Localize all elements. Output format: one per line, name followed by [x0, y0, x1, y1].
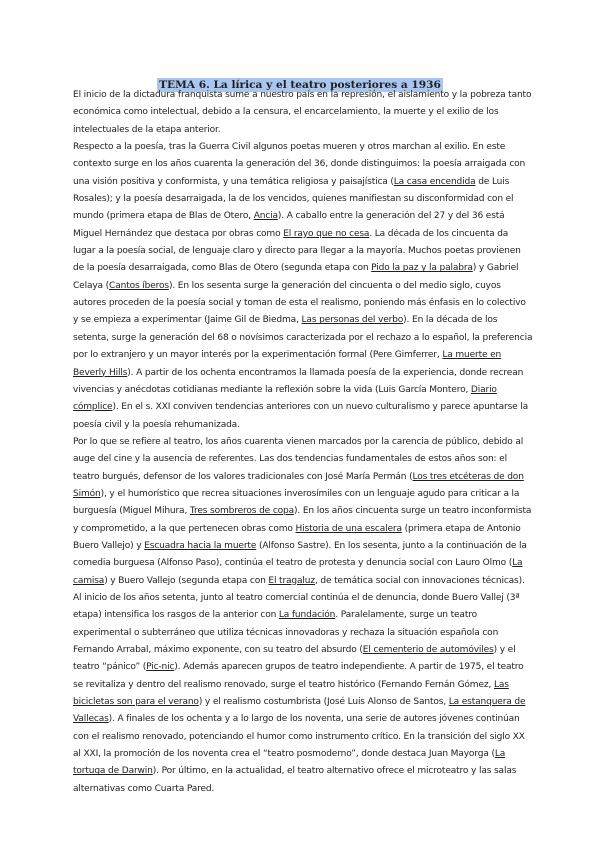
paragraph [73, 87, 533, 139]
work-title: Los tres etcéteras de don Simón [73, 471, 524, 499]
text-run: , de temática social con innovaciones técnicas). Al inicio de los años setenta, junto al teatro comercial continúa el de denuncia, donde Buero Vallej (3ª etapa) intensifica los rasgos de la anterior con [73, 575, 525, 621]
work-title: Diario cómplice [73, 384, 497, 413]
work-title: Cantos íberos [109, 280, 169, 291]
text-run: ). En la década de los setenta, surge la generación del 68 o novísimos caracterizada por el rechazo a lo español, la preferencia por lo extranjero y un mayor interés por la experimentación formal (Pere Gimferrer, [73, 315, 533, 361]
text-run: . Paralelamente, surge un teatro experimental o subterráneo que utiliza técnicas innovadoras y rechaza la situación española con Fernando Arrabal, máximo exponente, con su teatro del absurdo ( [73, 610, 499, 655]
work-title: Pic-nic [146, 662, 175, 673]
work-title: La muerte en Beverly Hills [73, 350, 502, 378]
text-run: ). A partir de los ochenta encontramos la llamada poesía de la experiencia, donde recrean vivencias y anécdotas cotidianas mediante la reflexión sobre la vida (Luis García Montero, [73, 367, 524, 395]
text-run: ) y el realismo costumbrista (José Luis Alonso de Santos, [198, 697, 449, 708]
text-run: (Alfonso Sastre). En los sesenta, junto a la continuación de la comedia burguesa (Alfonso Paso), continúa el teatro de protesta y denuncia social con Lauro Olmo ( [73, 540, 527, 569]
work-title: Escuadra hacia la muerte [144, 540, 257, 551]
work-title: El cementerio de automóviles [362, 645, 494, 655]
work-title: El rayo que no cesa [283, 228, 370, 239]
text-run: ). Por último, en la actualidad, el teatro alternativo ofrece el microteatro y las salas alternativas como Cuarta Pared. [73, 766, 517, 794]
text-run: ) y Gabriel Celaya ( [73, 263, 519, 291]
text-run: . La década de los cincuenta da lugar a la poesía social, de lenguaje claro y directo para llegar a la mayoría. Muchos poetas provienen de la poesía desarraigada, como Blas de Otero (segunda etapa con [73, 228, 521, 274]
text-run: El inicio de la dictadura franquista sume a nuestro país en la represión, el aislamiento y la pobreza tanto económica como intelectual, debido a la censura, el encarcelamiento, la muerte y el exilio de los intelectuales de la etapa anterior. [73, 90, 532, 135]
text-run: (primera etapa de Antonio Buero Vallejo) y [73, 523, 521, 551]
work-title: El tragaluz [268, 575, 315, 586]
paragraph [73, 139, 533, 434]
work-title: Pido la paz y la palabra [371, 263, 473, 274]
text-run: ). En el s. XXI conviven tendencias anteriores con un nuevo culturalismo y parece apuntarse la poesía civil y la poesía rehumanizada. [73, 402, 529, 430]
paragraph [73, 434, 533, 798]
work-title: Historia de una escalera [295, 523, 402, 534]
document-title: TEMA 6. La lírica y el teatro posteriores a 1936 [159, 79, 441, 91]
text-run: de Luis Rosales); y la poesía desarraigada, la de los vencidos, quienes manifiestan su disconformidad con el mundo (primera etapa de Blas de Otero, [73, 176, 514, 222]
work-title: La tortuga de Darwin [73, 749, 506, 777]
text-run: Respecto a la poesía, tras la Guerra Civil algunos poetas mueren y otros marchan al exilio. En este contexto surge en los años cuarenta la generación del 36, donde distinguimos: la poesía arraigada con una visión positiva y conformista, y una temática religiosa y paisajística ( [73, 142, 526, 187]
text-run: ). A finales de los ochenta y a lo largo de los noventa, una serie de autores jóvenes continúan con el realismo renovado, potenciando el humor como instrumento crítico. En la transición del siglo XX al XXI, la promoción de los noventa crea el “teatro posmoderno”, donde destaca Juan Mayorga ( [73, 714, 525, 760]
work-title: Ancia [253, 211, 278, 222]
work-title: Las personas del verbo [301, 315, 404, 326]
text-run: ). En los sesenta surge la generación del cincuenta o del medio siglo, cuyos autores proceden de la poesía social y toman de esta el realismo, poniendo más énfasis en lo colectivo y se empieza a experimentar (Jaime Gil de Biedma, [73, 280, 526, 326]
work-title: La camisa [73, 558, 523, 586]
work-title: Tres sombreros de copa [189, 506, 295, 517]
work-title: La estanquera de Vallecas [73, 697, 526, 725]
text-run: Por lo que se refiere al teatro, los años cuarenta vienen marcados por la carencia de público, debido al auge del cine y la ausencia de referentes. Las dos tendencias fundamentales de estos años son: el teatro burgués, defensor de los valores tradicionales con José María Permán ( [73, 436, 524, 482]
text-run: ). A caballo entre la generación del 27 y del 36 está Miguel Hernández que destaca por obras como [73, 211, 505, 239]
text-run: ) y el teatro “pánico” ( [73, 645, 516, 673]
text-run: ). Además aparecen grupos de teatro independiente. A partir de 1975, el teatro se revitaliza y dentro del realismo renovado, surge el teatro histórico (Fernando Fernán Gómez, [73, 662, 524, 690]
work-title: La casa encendida [393, 176, 476, 187]
text-run: ). En los años cincuenta surge un teatro inconformista y comprometido, a la que pertenecen obras como [73, 506, 532, 534]
text-run: ) y Buero Vallejo (segunda etapa con [104, 575, 269, 586]
document-body [73, 87, 533, 798]
work-title: Las bicicletas son para el verano [73, 679, 509, 708]
text-run: ), y el humorístico que recrea situaciones inverosímiles con un lenguaje agudo para criticar a la burguesía (Miguel Mihura, [73, 488, 520, 517]
work-title: La fundación [278, 610, 336, 621]
